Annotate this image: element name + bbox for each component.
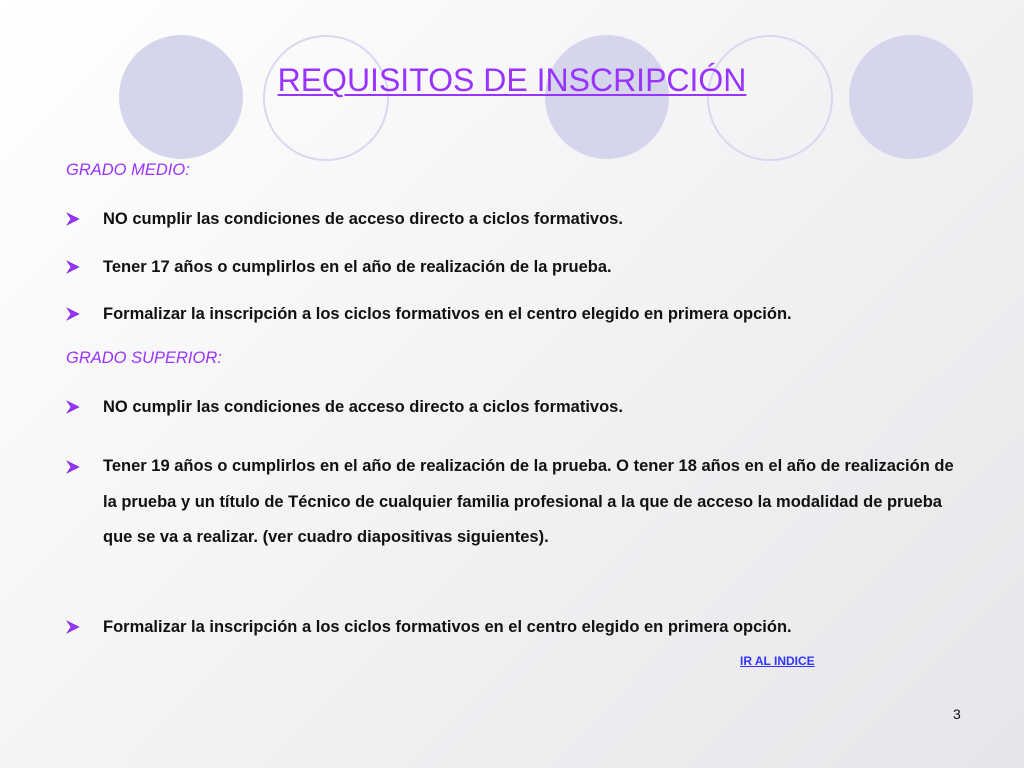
list-item <box>66 302 966 326</box>
arrowhead-bullet-icon <box>66 615 82 639</box>
arrowhead-bullet-icon <box>66 395 82 419</box>
arrowhead-bullet-icon <box>66 207 82 231</box>
list-item <box>66 455 966 556</box>
list-item <box>66 255 966 279</box>
list-item-text: NO cumplir las condiciones de acceso directo a ciclos formativos. <box>103 398 623 416</box>
section-heading-suffix: : <box>185 161 190 179</box>
page-number: 3 <box>953 706 961 722</box>
list-item-text: NO cumplir las condiciones de acceso directo a ciclos formativos. <box>103 210 623 228</box>
arrowhead-bullet-icon <box>66 302 82 326</box>
list-item <box>66 395 966 419</box>
list-item <box>66 207 966 231</box>
section-heading-grado-medio <box>66 161 190 180</box>
list-item-text: Tener 17 años o cumplirlos en el año de realización de la prueba. <box>103 258 612 276</box>
arrowhead-bullet-icon <box>66 455 82 479</box>
list-item-text: Tener 19 años o cumplirlos en el año de realización de la prueba. O tener 18 años en el año de realización de la prueba y un título de Técnico de cualquier familia profesional a la que de acceso la modalidad de prueba que se va a realizar. (ver cuadro diapositivas siguientes). <box>103 457 954 546</box>
section-heading-text: GRADO MEDIO <box>66 161 186 179</box>
list-item-text: Formalizar la inscripción a los ciclos formativos en el centro elegido en primera opción. <box>103 305 792 323</box>
slide-title: REQUISITOS DE INSCRIPCIÓN <box>277 62 747 98</box>
index-link[interactable]: IR AL INDICE <box>740 654 815 668</box>
section-heading-grado-superior: GRADO SUPERIOR: <box>66 349 222 367</box>
list-item <box>66 615 966 639</box>
list-item-text: Formalizar la inscripción a los ciclos formativos en el centro elegido en primera opción. <box>103 618 792 636</box>
arrowhead-bullet-icon <box>66 255 82 279</box>
